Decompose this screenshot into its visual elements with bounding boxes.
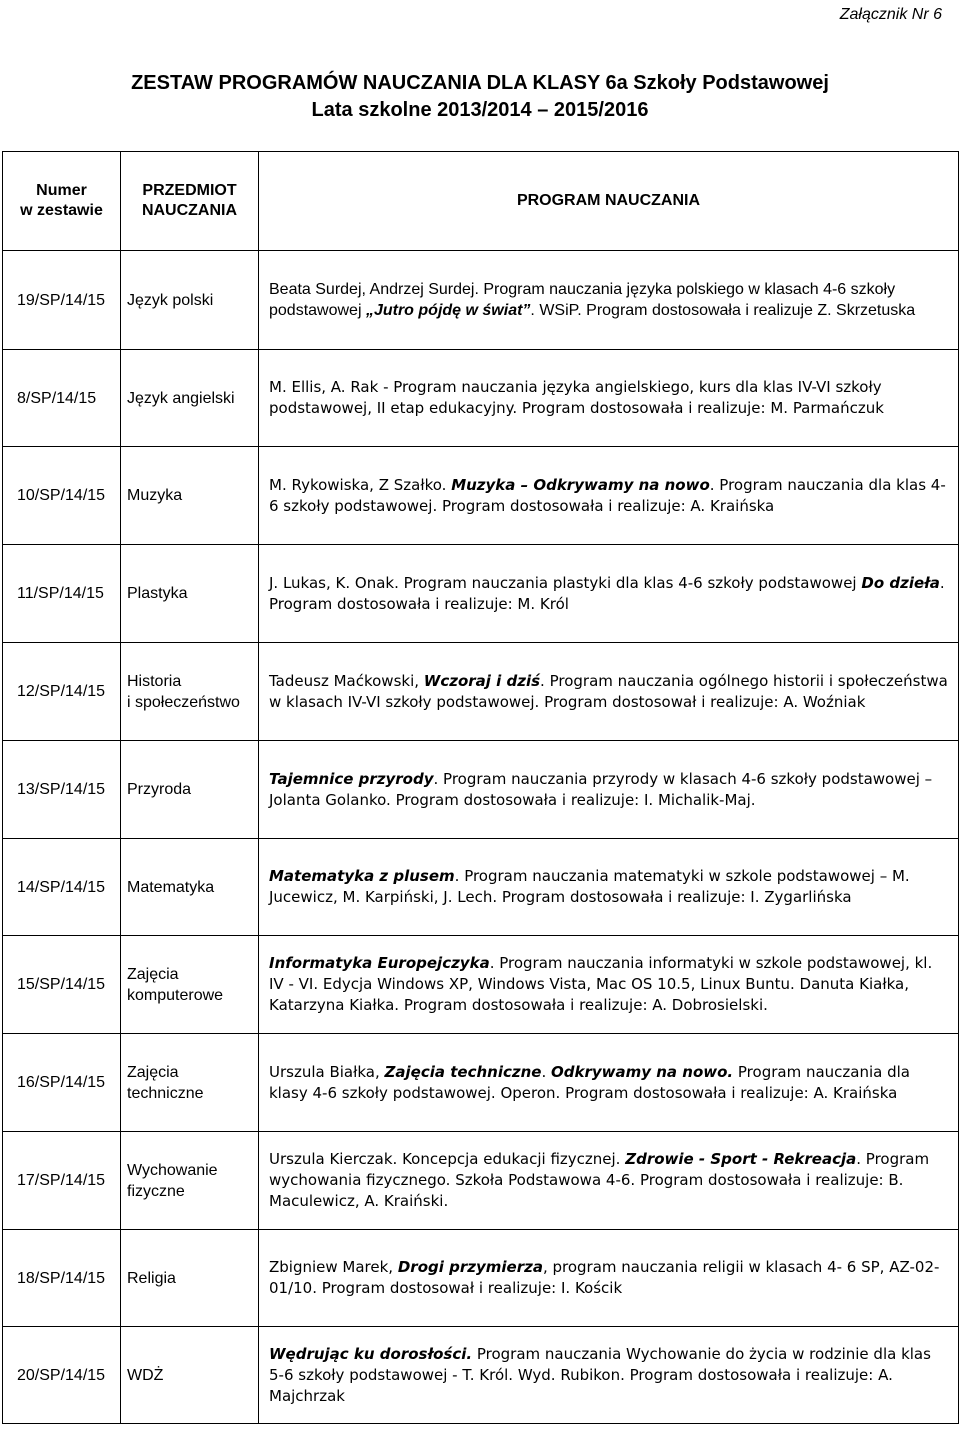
row-subject: Język angielski [121,350,259,447]
table-row [3,741,959,839]
table-row [3,545,959,643]
row-subject: WDŻ [121,1327,259,1424]
row-number: 13/SP/14/15 [3,741,121,839]
row-program: J. Lukas, K. Onak. Program nauczania plastyki dla klas 4-6 szkoły podstawowej Do dzieła. Program dostosowała i realizuje: M. Król [259,545,959,643]
table-row [3,251,959,350]
table-row [3,1230,959,1327]
table-row [3,1327,959,1424]
row-subject: Zajęcia komputerowe [121,936,259,1034]
row-number: 14/SP/14/15 [3,839,121,936]
row-program: Tajemnice przyrody. Program nauczania przyrody w klasach 4-6 szkoły podstawowej – Jolanta Golanko. Program dostosowała i realizuje: I. Michalik-Maj. [259,741,959,839]
row-number: 11/SP/14/15 [3,545,121,643]
row-subject: Wychowanie fizyczne [121,1132,259,1230]
row-number: 8/SP/14/15 [3,350,121,447]
column-header-program: PROGRAM NAUCZANIA [259,152,959,251]
row-program: Urszula Białka, Zajęcia techniczne. Odkrywamy na nowo. Program nauczania dla klasy 4-6 szkoły podstawowej. Operon. Program dostosowała i realizuje: A. Kraińska [259,1034,959,1132]
row-number: 10/SP/14/15 [3,447,121,545]
table-row [3,643,959,741]
table-row [3,447,959,545]
row-program: Matematyka z plusem. Program nauczania matematyki w szkole podstawowej – M. Jucewicz, M. Karpiński, J. Lech. Program dostosowała i realizuje: I. Zygarlińska [259,839,959,936]
table-row [3,350,959,447]
row-number: 20/SP/14/15 [3,1327,121,1424]
row-subject: Matematyka [121,839,259,936]
table-row [3,839,959,936]
document-subtitle: Lata szkolne 2013/2014 – 2015/2016 [311,99,649,121]
document-title: ZESTAW PROGRAMÓW NAUCZANIA DLA KLASY 6a Szkoły Podstawowej [131,72,829,94]
row-subject: Historia i społeczeństwo [121,643,259,741]
table-row [3,1034,959,1132]
table-row [3,1132,959,1230]
row-program: Beata Surdej, Andrzej Surdej. Program nauczania języka polskiego w klasach 4-6 szkoły podstawowej „Jutro pójdę w świat”. WSiP. Program dostosowała i realizuje Z. Skrzetuska [259,251,959,350]
row-program: M. Rykowiska, Z Szałko. Muzyka – Odkrywamy na nowo. Program nauczania dla klas 4-6 szkoły podstawowej. Program dostosowała i realizuje: A. Kraińska [259,447,959,545]
row-number: 16/SP/14/15 [3,1034,121,1132]
row-program: Wędrując ku dorosłości. Program nauczania Wychowanie do życia w rodzinie dla klas 5-6 szkoły podstawowej - T. Król. Wyd. Rubikon. Program dostosowała i realizuje: A. Majchrzak [259,1327,959,1424]
row-program: Informatyka Europejczyka. Program nauczania informatyki w szkole podstawowej, kl. IV - VI. Edycja Windows XP, Windows Vista, Mac OS 10.5, Linux Buntu. Danuta Kiałka, Katarzyna Kiałka. Program dostosowała i realizuje: A. Dobrosielski. [259,936,959,1034]
table-row [3,936,959,1034]
row-program: Zbigniew Marek, Drogi przymierza, program nauczania religii w klasach 4- 6 SP, AZ-02-01/10. Program dostosował i realizuje: I. Kościk [259,1230,959,1327]
row-number: 12/SP/14/15 [3,643,121,741]
row-subject: Zajęcia techniczne [121,1034,259,1132]
row-number: 15/SP/14/15 [3,936,121,1034]
row-number: 18/SP/14/15 [3,1230,121,1327]
programs-table [2,151,959,1424]
row-subject: Religia [121,1230,259,1327]
row-subject: Język polski [121,251,259,350]
row-number: 19/SP/14/15 [3,251,121,350]
row-program: M. Ellis, A. Rak - Program nauczania języka angielskiego, kurs dla klas IV-VI szkoły podstawowej, II etap edukacyjny. Program dostosowała i realizuje: M. Parmańczuk [259,350,959,447]
column-header-subject: PRZEDMIOT NAUCZANIA [121,152,259,251]
row-number: 17/SP/14/15 [3,1132,121,1230]
row-program: Tadeusz Maćkowski, Wczoraj i dziś. Program nauczania ogólnego historii i społeczeństwa w klasach IV-VI szkoły podstawowej. Program dostosował i realizuje: A. Woźniak [259,643,959,741]
table-header-row [3,152,959,251]
row-program: Urszula Kierczak. Koncepcja edukacji fizycznej. Zdrowie - Sport - Rekreacja. Program wychowania fizycznego. Szkoła Podstawowa 4-6. Program dostosowała i realizuje: B. Maculewicz, A. Kraiński. [259,1132,959,1230]
row-subject: Przyroda [121,741,259,839]
column-header-number: Numer w zestawie [3,152,121,251]
attachment-label: Załącznik Nr 6 [839,6,942,23]
row-subject: Muzyka [121,447,259,545]
row-subject: Plastyka [121,545,259,643]
